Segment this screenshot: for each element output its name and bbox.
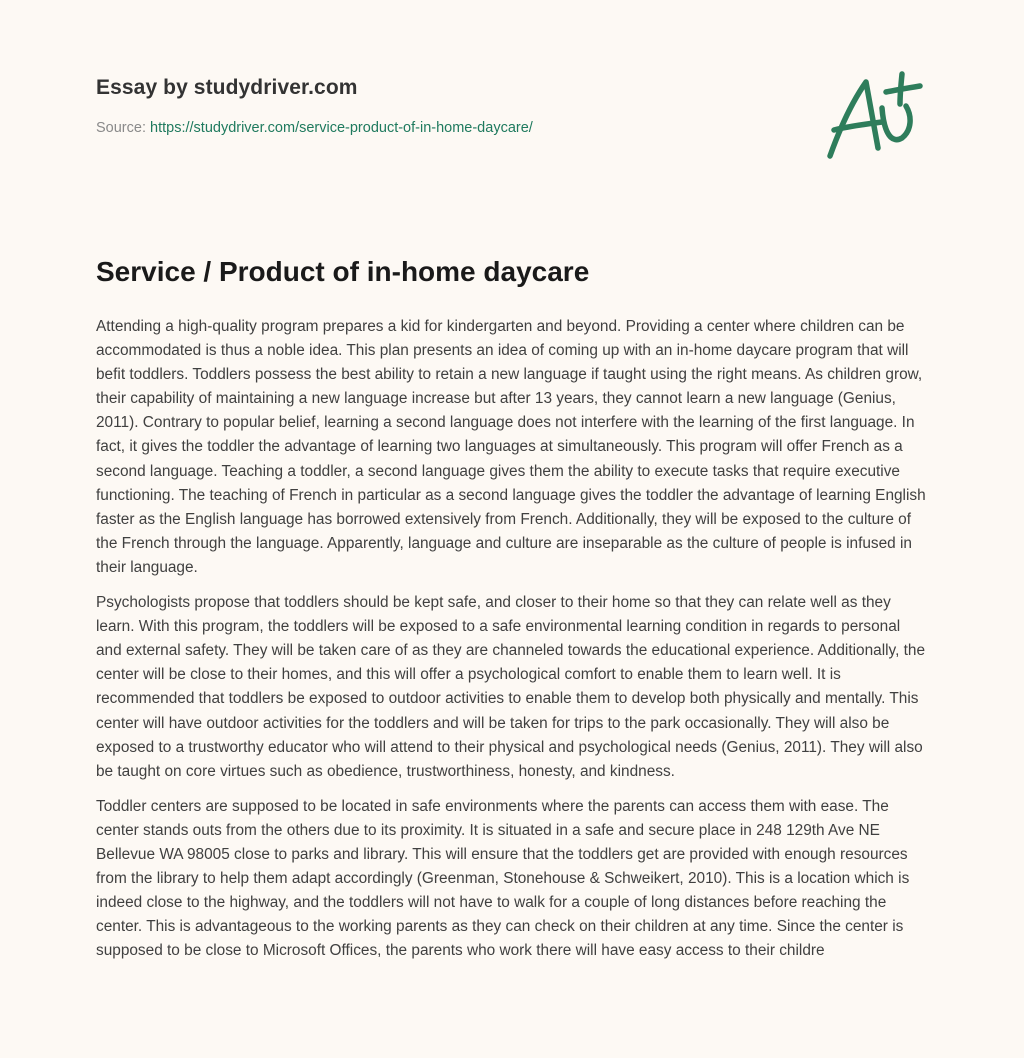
paragraph: Psychologists propose that toddlers should be kept safe, and closer to their home so that they can relate well as they learn. With this program, the toddlers will be exposed to a safe environmental learning condition in regards to personal and external safety. They will be taken care of as they are channeled towards the educational experience. Additionally, the center will be close to their homes, and this will offer a psychological comfort to enable them to learn well. It is recommended that toddlers be exposed to outdoor activities to enable them to develop both physically and mentally. This center will have outdoor activities for the toddlers and will be taken for trips to the park occasionally. They will also be exposed to a trustworthy educator who will attend to their physical and psychological needs (Genius, 2011). They will also be taught on core virtues such as obedience, trustworthiness, honesty, and kindness.	[96, 594, 926, 780]
site-title: Essay by studydriver.com	[96, 76, 358, 99]
source-link[interactable]: https://studydriver.com/service-product-of-in-home-daycare/	[150, 120, 533, 136]
article-title: Service / Product of in-home daycare	[96, 256, 590, 287]
source-label: Source:	[96, 120, 146, 136]
paragraph: Toddler centers are supposed to be located in safe environments where the parents can access them with ease. The center stands outs from the others due to its proximity. It is situated in a safe and secure place in 248 129th Ave NE Bellevue WA 98005 close to parks and library. This will ensure that the toddlers get are provided with enough resources from the library to help them adapt accordingly (Greenman, Stonehouse & Schweikert, 2010). This is a location which is indeed close to the highway, and the toddlers will not have to walk for a couple of long distances before reaching the center. This is advantageous to the working parents as they can check on their children at any time. Since the center is supposed to be close to Microsoft Offices, the parents who work there will have easy access to their childre	[96, 797, 910, 960]
essay-header	[96, 76, 928, 136]
a-plus-logo-icon	[822, 68, 926, 164]
source-line	[96, 120, 928, 136]
paragraph: Attending a high-quality program prepares a kid for kindergarten and beyond. Providing a center where children can be accommodated is thus a noble idea. This plan presents an idea of coming up with an in-home daycare program that will befit toddlers. Toddlers possess the best ability to retain a new language if taught using the right means. As children grow, their capability of maintaining a new language increase but after 13 years, they cannot learn a new language (Genius, 2011). Contrary to popular belief, learning a second language does not interfere with the learning of the first language. In fact, it gives the toddler the advantage of learning two languages at simultaneously. This program will offer French as a second language. Teaching a toddler, a second language gives them the ability to execute tasks that require executive functioning. The teaching of French in particular as a second language gives the toddler the advantage of learning English faster as the English language has borrowed extensively from French. Additionally, they will be exposed to the culture of the French through the language. Apparently, language and culture are inseparable as the culture of people is infused in their language.	[96, 318, 926, 576]
article-body	[96, 315, 930, 974]
